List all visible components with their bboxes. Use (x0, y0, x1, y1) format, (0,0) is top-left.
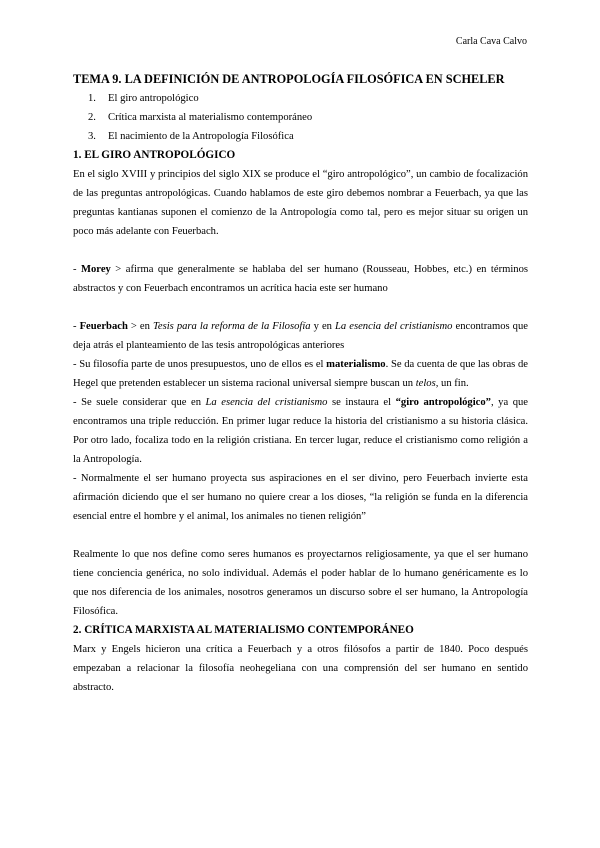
toc-item: 3. El nacimiento de la Antropología Filosófica (88, 131, 294, 142)
table-of-contents (73, 89, 528, 146)
section-1-heading: 1. EL GIRO ANTROPOLÓGICO (73, 149, 236, 161)
feuerbach-name: Feuerbach (79, 321, 128, 332)
conclusion-paragraph: Realmente lo que nos define como seres humanos es proyectarnos religiosamente, ya que el ser humano tiene conciencia genérica, no solo individual. Además el poder hablar de lo humano genéricamente es lo que nos diferencia de los animales, nosotros generamos un discurso sobre el ser humano, la Antropología Filosófica. (73, 549, 528, 617)
section-2-heading: 2. CRÍTICA MARXISTA AL MATERIALISMO CONTEMPORÁNEO (73, 624, 414, 636)
giro-paragraph: - Se suele considerar que en La esencia del cristianismo se instaura el “giro antropológico”, ya que encontramos una triple reducción. En primer lugar reduce la historia del cristianismo a su historia clásica. Por otro lado, focaliza todo en la religión cristiana. En tercer lugar, reduce el cristianismo como religión a la Antropología. (73, 397, 528, 465)
feuerbach-paragraph: - Feuerbach > en Tesis para la reforma de la Filosofía y en La esencia del cristianismo encontramos que deja atrás el planteamiento de las tesis antropológicas anteriores (73, 321, 528, 351)
document-body (73, 69, 528, 697)
section-1-intro: En el siglo XVIII y principios del siglo XIX se produce el “giro antropológico”, un cambio de focalización de las preguntas antropológicas. Cuando hablamos de este giro debemos nombrar a Feuerbach, ya que las preguntas kantianas suponen el comienzo de la Antropología como tal, pero es mejor situar su origen un poco más adelante con Feuerbach. (73, 169, 528, 237)
toc-item: 1. El giro antropológico (88, 93, 199, 104)
document-title: TEMA 9. LA DEFINICIÓN DE ANTROPOLOGÍA FILOSÓFICA EN SCHELER (73, 72, 505, 86)
work-title: Tesis para la reforma de la Filosofía (152, 321, 311, 332)
author-header: Carla Cava Calvo (455, 36, 527, 47)
materialismo-paragraph: - Su filosofía parte de unos presupuestos, uno de ellos es el materialismo. Se da cuenta de que las obras de Hegel que pretenden establecer un sistema racional universal siempre buscan un telos, un fin. (73, 359, 528, 389)
section-2-text: Marx y Engels hicieron una crítica a Feuerbach y a otros filósofos a partir de 1840. Poco después empezaban a relacionar la filosofía neohegeliana con una comprensión del ser humano en sentido abstracto. (73, 644, 528, 693)
morey-paragraph: - Morey > afirma que generalmente se hablaba del ser humano (Rousseau, Hobbes, etc.) en términos abstractos y con Feuerbach encontramos un acrítica hacia este ser humano (73, 264, 528, 294)
divino-paragraph: - Normalmente el ser humano proyecta sus aspiraciones en el ser divino, pero Feuerbach invierte esta afirmación diciendo que el ser humano no quiere crear a los dioses, “la religión se funda en la diferencia esencial entre el hombre y el animal, los animales no tienen religión” (73, 473, 528, 522)
morey-name: Morey (81, 264, 111, 275)
toc-item: 2. Crítica marxista al materialismo contemporáneo (88, 112, 313, 123)
work-title: La esencia del cristianismo (335, 321, 453, 332)
